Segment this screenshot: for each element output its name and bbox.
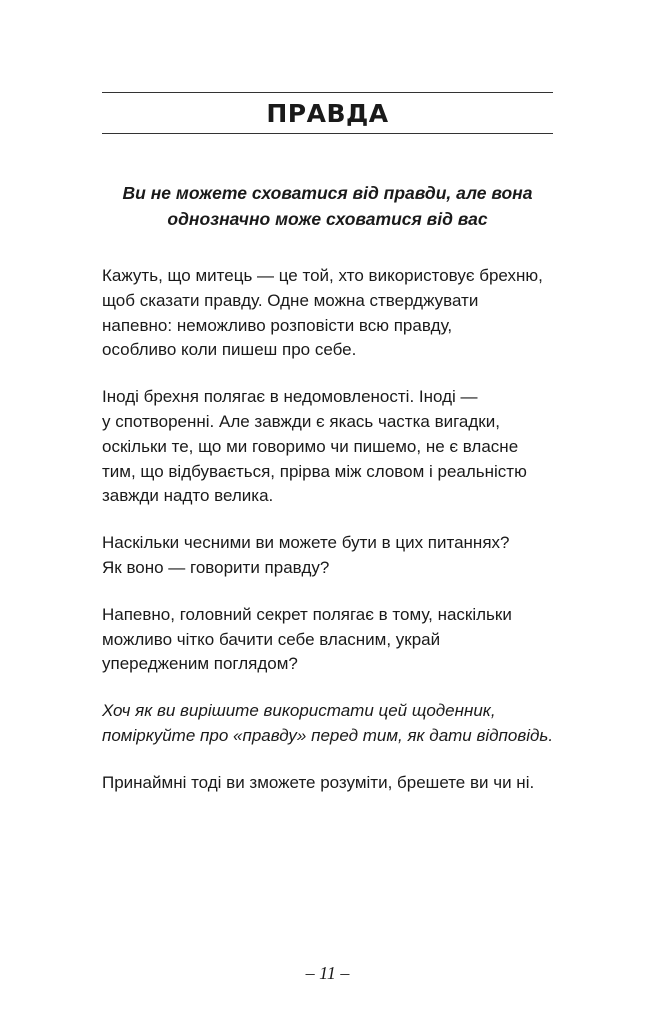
paragraph-6 [102, 771, 553, 796]
title-bottom-rule [102, 133, 553, 134]
paragraph-2 [102, 385, 553, 509]
epigraph-line: однозначно може сховатися від вас [167, 209, 488, 229]
text-line: Іноді брехня полягає в недомовленості. Іноді — [102, 387, 478, 407]
text-line: Кажуть, що митець — це той, хто використовує брехню, [102, 266, 543, 285]
chapter-title: ПРАВДА [266, 99, 389, 128]
epigraph-line: Ви не можете сховатися від правди, але вона [122, 183, 533, 203]
text-line: упередженим поглядом? [102, 654, 298, 674]
paragraph-1 [102, 264, 553, 363]
text-line: Як воно — говорити правду? [102, 557, 330, 577]
text-line: Напевно, головний секрет полягає в тому, наскільки [102, 604, 512, 624]
text-line: можливо чітко бачити себе власним, украй [102, 629, 441, 649]
body-text [102, 264, 553, 818]
paragraph-3 [102, 531, 553, 581]
text-line: поміркуйте про «правду» перед тим, як дати відповідь. [102, 725, 554, 745]
text-line: Принаймні тоді ви зможете розуміти, брешете ви чи ні. [102, 772, 535, 792]
text-line: Хоч як ви вирішите використати цей щоденник, [102, 701, 496, 721]
text-line: Наскільки чесними ви можете бути в цих питаннях? [102, 533, 510, 553]
text-line: щоб сказати правду. Одне можна стверджувати [102, 290, 479, 310]
paragraph-4 [102, 603, 553, 677]
title-top-rule [102, 92, 553, 93]
text-line: у спотворенні. Але завжди є якась частка вигадки, [102, 411, 500, 431]
text-line: напевно: неможливо розповісти всю правду, [102, 315, 453, 335]
text-line: особливо коли пишеш про себе. [102, 340, 357, 360]
epigraph [102, 180, 553, 232]
page-number: – 11 – [305, 963, 350, 983]
paragraph-5-italic [102, 699, 553, 749]
text-line: тим, що відбувається, прірва між словом і реальністю [102, 461, 527, 481]
text-line: завжди надто велика. [102, 486, 274, 506]
text-line: оскільки те, що ми говоримо чи пишемо, не є власне [102, 436, 519, 456]
